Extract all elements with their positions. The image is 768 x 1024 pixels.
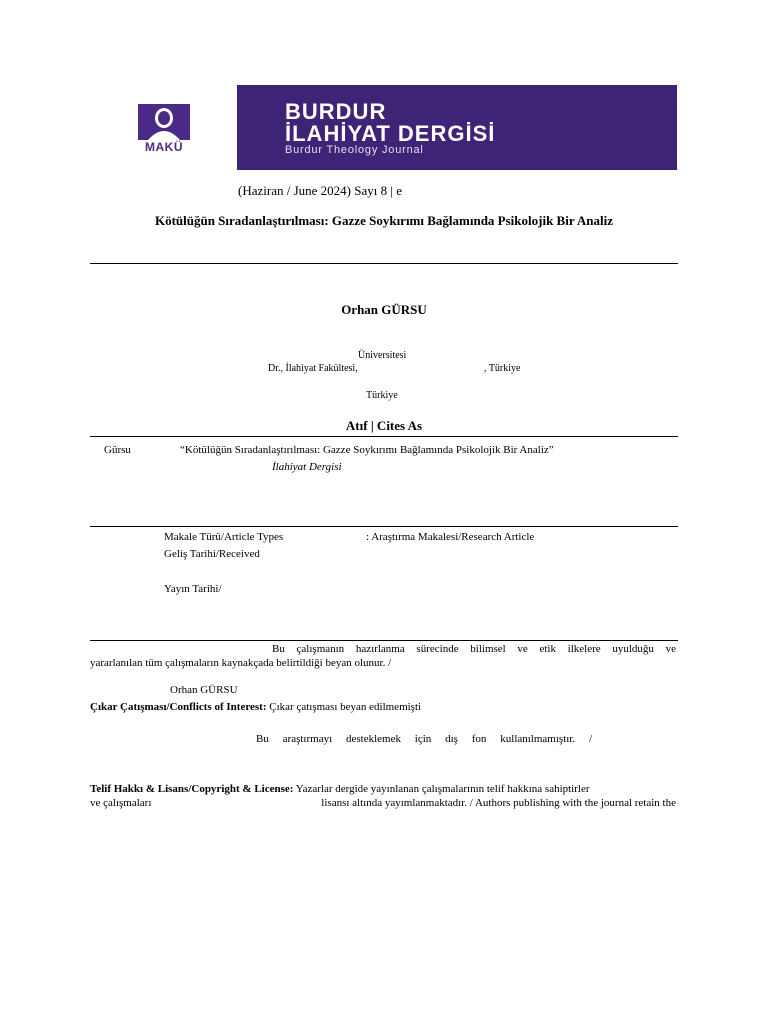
author-name: Orhan GÜRSU xyxy=(341,302,427,317)
journal-banner xyxy=(237,85,677,170)
copyright-line1 xyxy=(90,783,678,795)
article-type-label: Makale Türü/Article Types xyxy=(164,531,284,543)
divider-3 xyxy=(90,526,678,527)
banner-title-line2: İLAHİYAT DERGİSİ xyxy=(285,121,496,146)
ethics-author: Orhan GÜRSU xyxy=(170,684,238,696)
logo-text: MAKÜ xyxy=(145,140,183,154)
copyright-text2b: lisansı altında yayımlanmaktadır. / Authors publishing with the journal retain the xyxy=(321,797,676,809)
affiliation-faculty: Dr., İlahiyat Fakültesi, xyxy=(268,363,358,374)
conflicts-text: Çıkar çatışması beyan edilmemişti xyxy=(266,701,422,713)
copyright-text1: Yazarlar dergide yayınlanan çalışmalarının telif hakkına sahiptirler xyxy=(293,783,590,795)
issue-line: (Haziran / June 2024) Sayı 8 | e xyxy=(238,183,402,198)
divider-2 xyxy=(90,436,678,437)
divider-4 xyxy=(90,640,678,641)
banner-title-line1: BURDUR xyxy=(285,99,387,124)
funding-statement: Bu araştırmayı desteklemek için dış fon kullanılmamıştır. / xyxy=(256,733,592,745)
ethics-line1: Bu çalışmanın hazırlanma sürecinde bilimsel ve etik ilkelere uyulduğu ve xyxy=(272,643,676,655)
conflicts-label: Çıkar Çatışması/Conflicts of Interest: xyxy=(90,701,267,713)
cite-author: Gürsu xyxy=(104,444,131,456)
cites-heading: Atıf | Cites As xyxy=(345,418,423,433)
ethics-line2: yararlanılan tüm çalışmaların kaynakçada belirtildiği beyan olunur. / xyxy=(90,657,392,669)
author-country: Türkiye xyxy=(366,390,398,401)
conflicts-statement xyxy=(90,701,421,713)
cite-journal: İlahiyat Dergisi xyxy=(272,461,342,473)
copyright-label: Telif Hakkı & Lisans/Copyright & License: xyxy=(90,783,294,795)
divider-1 xyxy=(90,263,678,264)
published-label: Yayın Tarihi/ xyxy=(164,583,222,595)
cite-title: “Kötülüğün Sıradanlaştırılması: Gazze Soykırımı Bağlamında Psikolojik Bir Analiz” xyxy=(180,444,554,456)
copyright-text2a: ve çalışmaları xyxy=(90,797,152,809)
affiliation-university: Üniversitesi xyxy=(358,350,407,361)
article-type-value: : Araştırma Makalesi/Research Article xyxy=(366,531,535,543)
banner-subtitle: Burdur Theology Journal xyxy=(285,144,424,156)
received-label: Geliş Tarihi/Received xyxy=(164,548,260,560)
affiliation-country: , Türkiye xyxy=(484,363,521,374)
article-title: Kötülüğün Sıradanlaştırılması: Gazze Soykırımı Bağlamında Psikolojik Bir Analiz xyxy=(154,213,614,228)
